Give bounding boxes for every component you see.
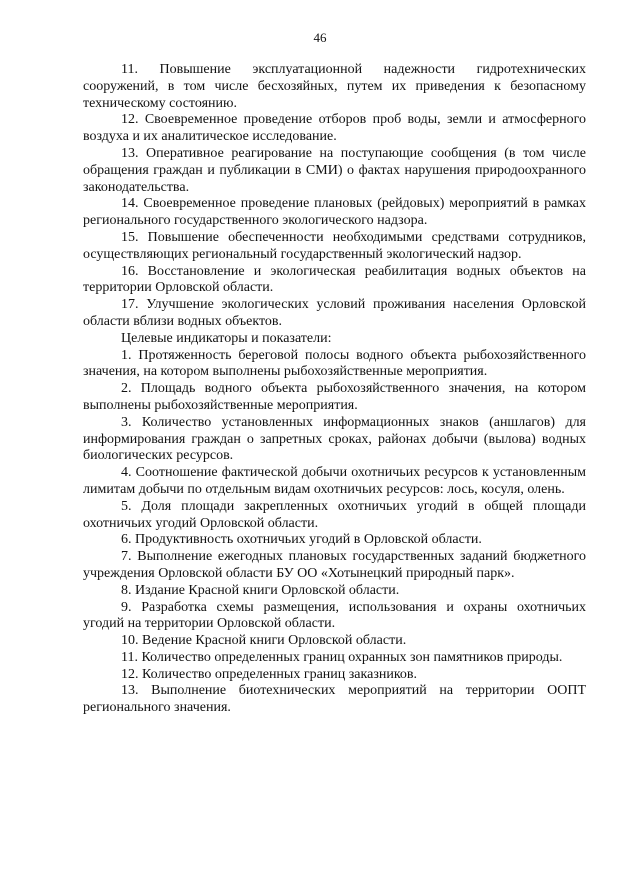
paragraph: 17. Улучшение экологических условий проживания населения Орловской области вблизи водных объектов.	[83, 297, 586, 329]
paragraph: 5. Доля площади закрепленных охотничьих угодий в общей площади охотничьих угодий Орловской области.	[83, 498, 586, 531]
paragraph: 13. Выполнение биотехнических мероприятий на территории ООПТ регионального значения.	[83, 683, 586, 716]
paragraph: 6. Продуктивность охотничьих угодий в Орловской области.	[121, 532, 482, 548]
paragraph: 12. Количество определенных границ заказников.	[121, 666, 418, 682]
paragraph: 15. Повышение обеспеченности необходимыми средствами сотрудников, осуществляющих региональный государственный экологический надзор.	[83, 229, 586, 262]
paragraph: 10. Ведение Красной книги Орловской области.	[121, 633, 407, 649]
paragraph: 14. Своевременное проведение плановых (рейдовых) мероприятий в рамках регионального государственного экологического надзора.	[83, 196, 586, 229]
paragraph: 3. Количество установленных информационных знаков (аншлагов) для информирования граждан о запретных сроках, районах добычи (вылова) водных биологических ресурсов.	[83, 414, 586, 464]
paragraph: 12. Своевременное проведение отборов проб воды, земли и атмосферного воздуха и их аналитическое исследование.	[83, 112, 586, 145]
paragraph: 2. Площадь водного объекта рыбохозяйственного значения, на котором выполнены рыбохозяйственные мероприятия.	[83, 381, 586, 413]
page-number: 46	[313, 30, 327, 45]
paragraph: 16. Восстановление и экологическая реабилитация водных объектов на территории Орловской области.	[83, 263, 586, 296]
paragraph: 1. Протяженность береговой полосы водного объекта рыбохозяйственного значения, на котором выполнены рыбохозяйственные мероприятия.	[83, 347, 586, 380]
paragraph: 9. Разработка схемы размещения, использования и охраны охотничьих угодий на территории Орловской области.	[83, 599, 586, 632]
paragraph: 4. Соотношение фактической добычи охотничьих ресурсов к установленным лимитам добычи по отдельным видам охотничьих ресурсов: лось, косуля, олень.	[83, 465, 586, 497]
paragraph: 8. Издание Красной книги Орловской области.	[121, 582, 400, 598]
paragraph: 13. Оперативное реагирование на поступающие сообщения (в том числе обращения граждан и публикации в СМИ) о фактах нарушения природоохранного законодательства.	[83, 145, 586, 195]
section-heading: Целевые индикаторы и показатели:	[121, 330, 332, 346]
paragraph: 11. Количество определенных границ охранных зон памятников природы.	[121, 649, 563, 665]
paragraph: 11. Повышение эксплуатационной надежности гидротехнических сооружений, в том числе бесхозяйных, путем их приведения к безопасному техническому состоянию.	[83, 62, 586, 111]
paragraph: 7. Выполнение ежегодных плановых государственных заданий бюджетного учреждения Орловской области БУ ОО «Хотынецкий природный парк».	[83, 549, 586, 581]
document-body	[83, 62, 586, 717]
